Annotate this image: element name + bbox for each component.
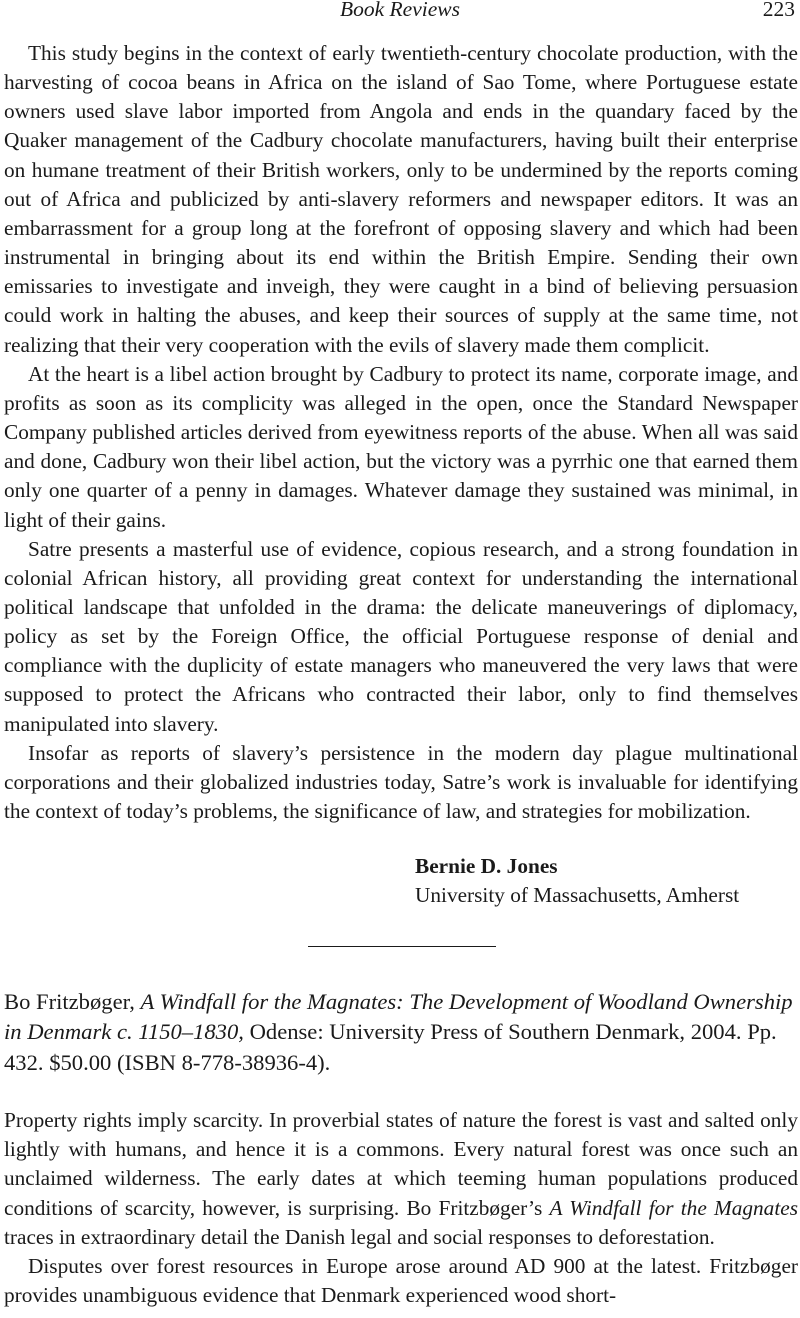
page-body xyxy=(4,39,798,1310)
section-divider xyxy=(308,946,496,947)
review2-p1-book-title: A Windfall for the Magnates xyxy=(549,1195,798,1220)
page-number: 223 xyxy=(762,0,795,21)
running-header xyxy=(0,0,800,26)
review1-paragraph-3: Satre presents a masterful use of evidence, copious research, and a strong foundation in colonial African history, all providing great context for understanding the international political landscape that unfolded in the drama: the delicate maneuverings of diplomacy, policy as set by the Foreign Office, the official Portuguese response of denial and compliance with the duplicity of estate managers who maneuvered the very laws that were supposed to protect the Africans who contracted their labor, only to find themselves manipulated into slavery. xyxy=(4,536,798,736)
review1-paragraph-1: This study begins in the context of early twentieth-century chocolate production, with the harvesting of cocoa beans in Africa on the island of Sao Tome, where Portuguese estate owners used slave labor imported from Angola and ends in the quandary faced by the Quaker management of the Cadbury chocolate manufacturers, having built their enterprise on humane treatment of their British workers, only to be undermined by the reports coming out of Africa and publicized by anti-slavery reformers and newspaper editors. It was an embarrassment for a group long at the forefront of opposing slavery and which had been instrumental in bringing about its end within the British Empire. Sending their own emissaries to investigate and inveigh, they were caught in a bind of believing persuasion could work in halting the abuses, and keep their sources of supply at the same time, not realizing that their very cooperation with the evils of slavery made them complicit. xyxy=(4,41,798,357)
reviewer-affiliation: University of Massachusetts, Amherst xyxy=(415,883,740,908)
review2-paragraph-2: Disputes over forest resources in Europe arose around AD 900 at the latest. Fritzbøger provides unambiguous evidence that Denmark experienced wood short- xyxy=(4,1253,798,1307)
review1-paragraph-4: Insofar as reports of slavery’s persistence in the modern day plague multinational corporations and their globalized industries today, Satre’s work is invaluable for identifying the context of today’s problems, the significance of law, and strategies for mobilization. xyxy=(4,740,798,824)
review2-p1-rest: traces in extraordinary detail the Danish legal and social responses to deforestation. xyxy=(4,1224,715,1249)
running-title: Book Reviews xyxy=(340,0,460,21)
review2-p1-text: Property rights imply scarcity. In proverbial states of nature the forest is vast and salted only lightly with humans, and hence it is a commons. Every natural forest was once such an unclaimed wilderness. The early dates at which teeming human populations produced conditions of scarcity, however, is surprising. Bo Fritzbøger’s xyxy=(4,1108,798,1220)
book-citation xyxy=(4,987,798,1079)
reviewer-name: Bernie D. Jones xyxy=(415,854,558,879)
reviewer-signature xyxy=(415,852,798,910)
review2-paragraph-1 xyxy=(4,1106,798,1252)
citation-title: A Windfall for the Magnates: The Development of Woodland Ownership in Denmark c. 1150–1830, xyxy=(4,988,793,1045)
review2-body xyxy=(4,1106,798,1310)
citation-author: Bo Fritzbøger, xyxy=(4,988,135,1014)
review1-paragraph-2: At the heart is a libel action brought by Cadbury to protect its name, corporate image, and profits as soon as its complicity was alleged in the open, once the Standard Newspaper Company published articles derived from eyewitness reports of the abuse. When all was said and done, Cadbury won their libel action, but the victory was a pyrrhic one that earned them only one quarter of a penny in damages. Whatever damage they sustained was minimal, in light of their gains. xyxy=(4,361,798,532)
citation-publication: Odense: University Press of Southern Denmark, 2004. Pp. 432. $50.00 (ISBN 8-778-38936-4). xyxy=(4,1019,777,1075)
